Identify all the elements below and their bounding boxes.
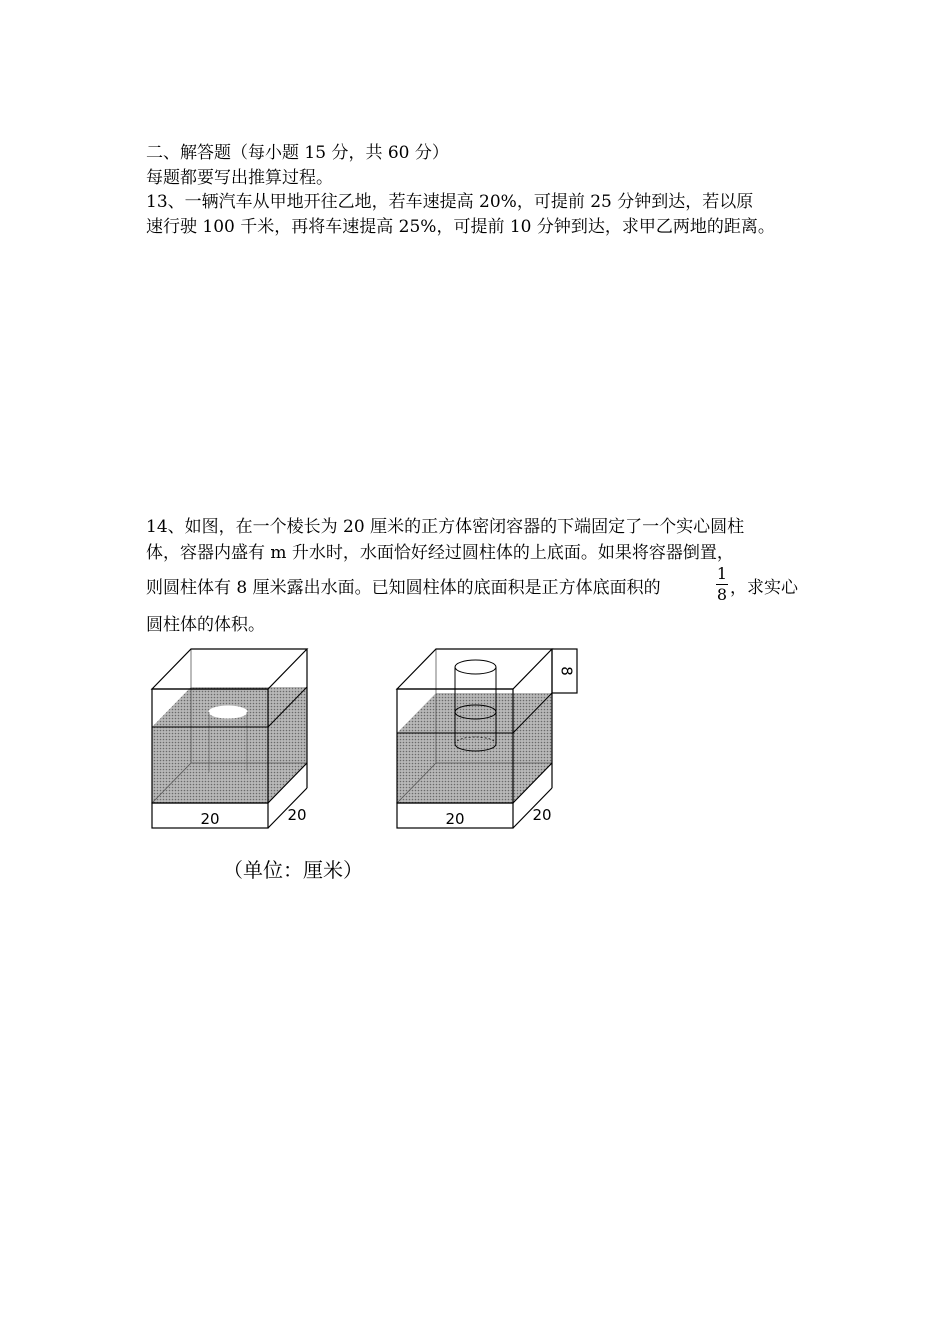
q13-line2: 速行驶 100 千米，再将车速提高 25%，可提前 10 分钟到达，求甲乙两地的距离。 [146, 217, 775, 237]
right-width-label: 20 [445, 810, 465, 828]
section-heading: 二、解答题（每小题 15 分，共 60 分） [146, 143, 449, 163]
q13-line1: 13、一辆汽车从甲地开往乙地，若车速提高 20%，可提前 25 分钟到达，若以原 [146, 192, 754, 212]
fraction-numerator: 1 [716, 564, 728, 583]
right-depth-label: 20 [532, 806, 552, 824]
q14-line3a: 则圆柱体有 8 厘米露出水面。已知圆柱体的底面积是正方体底面积的 [146, 578, 661, 598]
left-water-front [152, 727, 268, 803]
section-instruction: 每题都要写出推算过程。 [146, 168, 333, 188]
q14-line1: 14、如图，在一个棱长为 20 厘米的正方体密闭容器的下端固定了一个实心圆柱 [146, 517, 745, 537]
left-cylinder-top [209, 706, 247, 718]
left-width-label: 20 [200, 810, 220, 828]
q14-line3b: ，求实心 [730, 578, 798, 598]
left-depth-label: 20 [287, 806, 307, 824]
right-cube-diagram [397, 649, 577, 828]
q14-line4: 圆柱体的体积。 [146, 615, 265, 635]
fraction-denominator: 8 [716, 585, 728, 604]
left-cube-diagram [152, 649, 307, 828]
right-height-label: 8 [557, 666, 576, 676]
q14-line2: 体，容器内盛有 m 升水时，水面恰好经过圆柱体的上底面。如果将容器倒置， [146, 543, 734, 563]
figure-caption: （单位：厘米） [223, 858, 363, 882]
